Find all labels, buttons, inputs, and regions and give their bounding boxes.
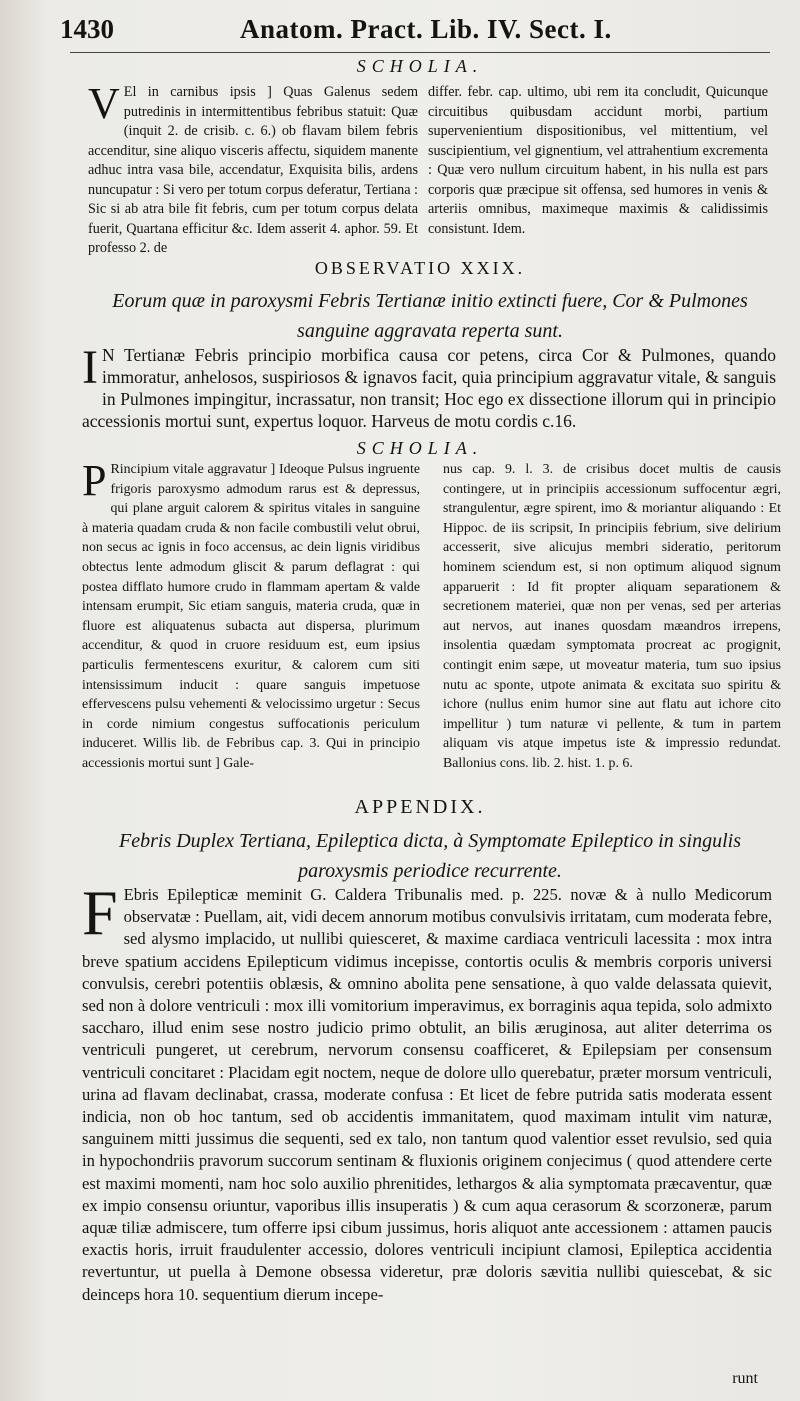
drop-cap: I bbox=[82, 341, 98, 394]
scholia-heading: SCHOLIA. bbox=[356, 56, 484, 76]
appendix-title: Febris Duplex Tertiana, Epileptica dicta, à Symptomate Epileptico in singulis paroxysmis periodice recurrente. bbox=[119, 830, 741, 882]
observatio-title: Eorum quæ in paroxysmi Febris Tertianæ initio extincti fuere, Cor & Pulmones sanguine aggravata reperta sunt. bbox=[112, 290, 748, 342]
scholia-1-left-column bbox=[88, 79, 418, 259]
drop-cap: P bbox=[82, 456, 107, 505]
drop-cap: F bbox=[82, 877, 118, 948]
observatio-body bbox=[82, 341, 776, 432]
scholia-2-left-column bbox=[82, 456, 420, 774]
scholia-heading-2: SCHOLIA. bbox=[356, 438, 484, 458]
scholia-2-right-column bbox=[443, 460, 781, 774]
running-title: Anatom. Pract. Lib. IV. Sect. I. bbox=[240, 14, 612, 44]
observatio-heading: OBSERVATIO XXIX. bbox=[314, 258, 526, 278]
paragraph: Ebris Epilepticæ meminit G. Caldera Tribunalis med. p. 225. novæ & à nullo Medicorum observatæ : Puellam, ait, vidi decem annorum motibus convulsivis irritatam, cum moderata febre, sed alysmo implacido, ut nullibi quiesceret, & maxime cardiaca ventriculi lacessita : mox intra breve spatium accidens Epilepticum vidimus incepisse, contortis oculis & membris corporis universi convulsis, cerebri potentiis oblæsis, & omnino abolita pene sensatione, à quo valde delassata quievit, sed non à dolore ventriculi : mox illi vomitorium imperavimus, ex borraginis aqua tepida, solo admixto saccharo, illud enim sese nostro judicio primo obtulit, an bilis æruginosa, aut aliter deterrima os ventriculi pungeret, ut cerebrum, nervorum consensu coafficeret, & Epilepsiam per consensum ventriculi concitaret : Placidam egit noctem, neque de dolore ullo querebatur, præter morsum ventriculi, urina ad flavam declinabat, crassa, moderate confusa : Et licet de febre putrida satis moderata essent indicia, non ob hoc tantum, sed ob accidentis immanitatem, quod maximam intulit vim naturæ, sanguinem mitti jussimus die sequenti, sed ex talo, non tantum quod valentior esset revulsio, sed quia in hypochondriis pravorum succorum sentinam & fluxionis originem conjecimus ( quod attendere certe est maximi momenti, nam hoc solo auxilio phrenitides, lethargos & alia symptomata præcaventur, quæ ex impio consensu oriuntur, vaporibus illis insuperatis ) & cum aqua cerasorum & scorzoneræ, parum aquæ tiliæ admiscere, tum offerre ipsi cibum jussimus, horis aliquot ante accessionem : attamen paucis exactis horis, irruit fraudulenter accessio, dolores ventriculi incipiunt clamosi, Epileptica accidentia revertuntur, ut puella à Demone obsessa videretur, præ doloris sævitia nullibi quiescebat, & sic deinceps hora 10. sequentium dierum incepe- bbox=[82, 885, 772, 1304]
page-header bbox=[60, 12, 790, 52]
header-rule bbox=[70, 52, 770, 53]
paragraph: Rincipium vitale aggravatur ] Ideoque Pulsus ingruente frigoris paroxysmo admodum rarus est & depressus, qui plane arguit calorem & spiritus vitales in sanguine à materia quadam cruda & non facile combustili velut obrui, non secus ac ignis in foco accensus, ac dein lignis viridibus obtectus lente admodum gliscit & parum deflagrat : qui postea difflato humore crudo in flammam apertam & valde intensam erumpit, Sic etiam sanguis, materia cruda, quæ in fluore est aliquatenus subacta aut dispersa, plurimum accenditur, & quod in cruore residuum est, eum ipsius particulis fermentescens exuritur, & calorem cum siti intensissimum inducit : quare sanguis impetuose effervescens pulsu vehementi & velocissimo urgetur : Secus in corde nimium congestus suffocationis periculum induceret. Willis lib. de Febribus cap. 3. Qui in principio accessionis mortui sunt ] Gale- bbox=[82, 462, 420, 771]
paragraph: differ. febr. cap. ultimo, ubi rem ita concludit, Quicunque circuitibus quibusdam accidunt morbi, partium supervenientium dispositionibus, vel mittentium, vel suscipientium, vel gignentium, vel attrahentium excrementa : Quæ vero nullum circuitum habent, in his nulla est pars corporis quæ præcipue sit offensa, sed humores in venis & arteriis omnibus, maximeque maximis & calidissimis consistunt. Idem. bbox=[428, 84, 769, 237]
drop-cap: V bbox=[88, 79, 120, 128]
appendix-body bbox=[82, 877, 772, 1306]
paragraph: nus cap. 9. l. 3. de crisibus docet multis de causis contingere, ut in principiis accessionum suffocentur ægri, strangulentur, ægre spirent, imo & moriantur aliquando : Et Hippoc. de iis scripsit, In principiis febrium, sive delirium accesserit, sive alicujus membri sideratio, peritorum hominem sciendum est, si non optimum aliquod signum apparuerit : Id fit propter aliquam separationem & secretionem materiei, quæ non per venas, sed per arterias aut nervos, aut inanes quosdam mæandros irrepens, insolentia quædam symptomata procreat ac progignit, contingit enim sæpe, ut moveatur materia, tum suo ipsius nutu ac sponte, utpote animata & excitata suo spiritu & ichore (nullus enim humor sine aut flatu aut ichore cito impellitur ) tum naturæ vi pellente, & tum in partem aliquam vis atque impetus iste & impressio redundat. Ballonius cons. lib. 2. hist. 1. p. 6. bbox=[443, 462, 781, 771]
catchword: runt bbox=[732, 1370, 758, 1387]
appendix-heading: APPENDIX. bbox=[354, 796, 486, 818]
paragraph: N Tertianæ Febris principio morbifica causa cor petens, circa Cor & Pulmones, quando immoratur, anhelosos, suspiriosos & ignavos facit, quia principium aggravatur vitale, & sanguis in Pulmones impingitur, incrassatur, non transit; Hoc ego ex dissectione illorum qui in principio accessionis mortui sunt, expertus loquor. Harveus de motu cordis c.16. bbox=[82, 345, 776, 431]
paragraph: El in carnibus ipsis ] Quas Galenus sedem putredinis in intermittentibus febribus statuit: Quæ (inquit 2. de crisib. c. 6.) ob flavam bilem febris accenditur, sine aliquo visceris affectu, siquidem manente adhuc intra vasa bile, accendatur, Exquisita bilis, ardens nuncupatur : Si vero per totum corpus deferatur, Tertiana : Sic si ab atra bile fit febris, cum per totum corpus delata fuerit, Quartana efficitur &c. Idem asserit 4. aphor. 59. Et professo 2. de bbox=[88, 84, 418, 256]
scholia-1-right-column bbox=[428, 83, 768, 239]
page-number: 1430 bbox=[60, 14, 114, 44]
